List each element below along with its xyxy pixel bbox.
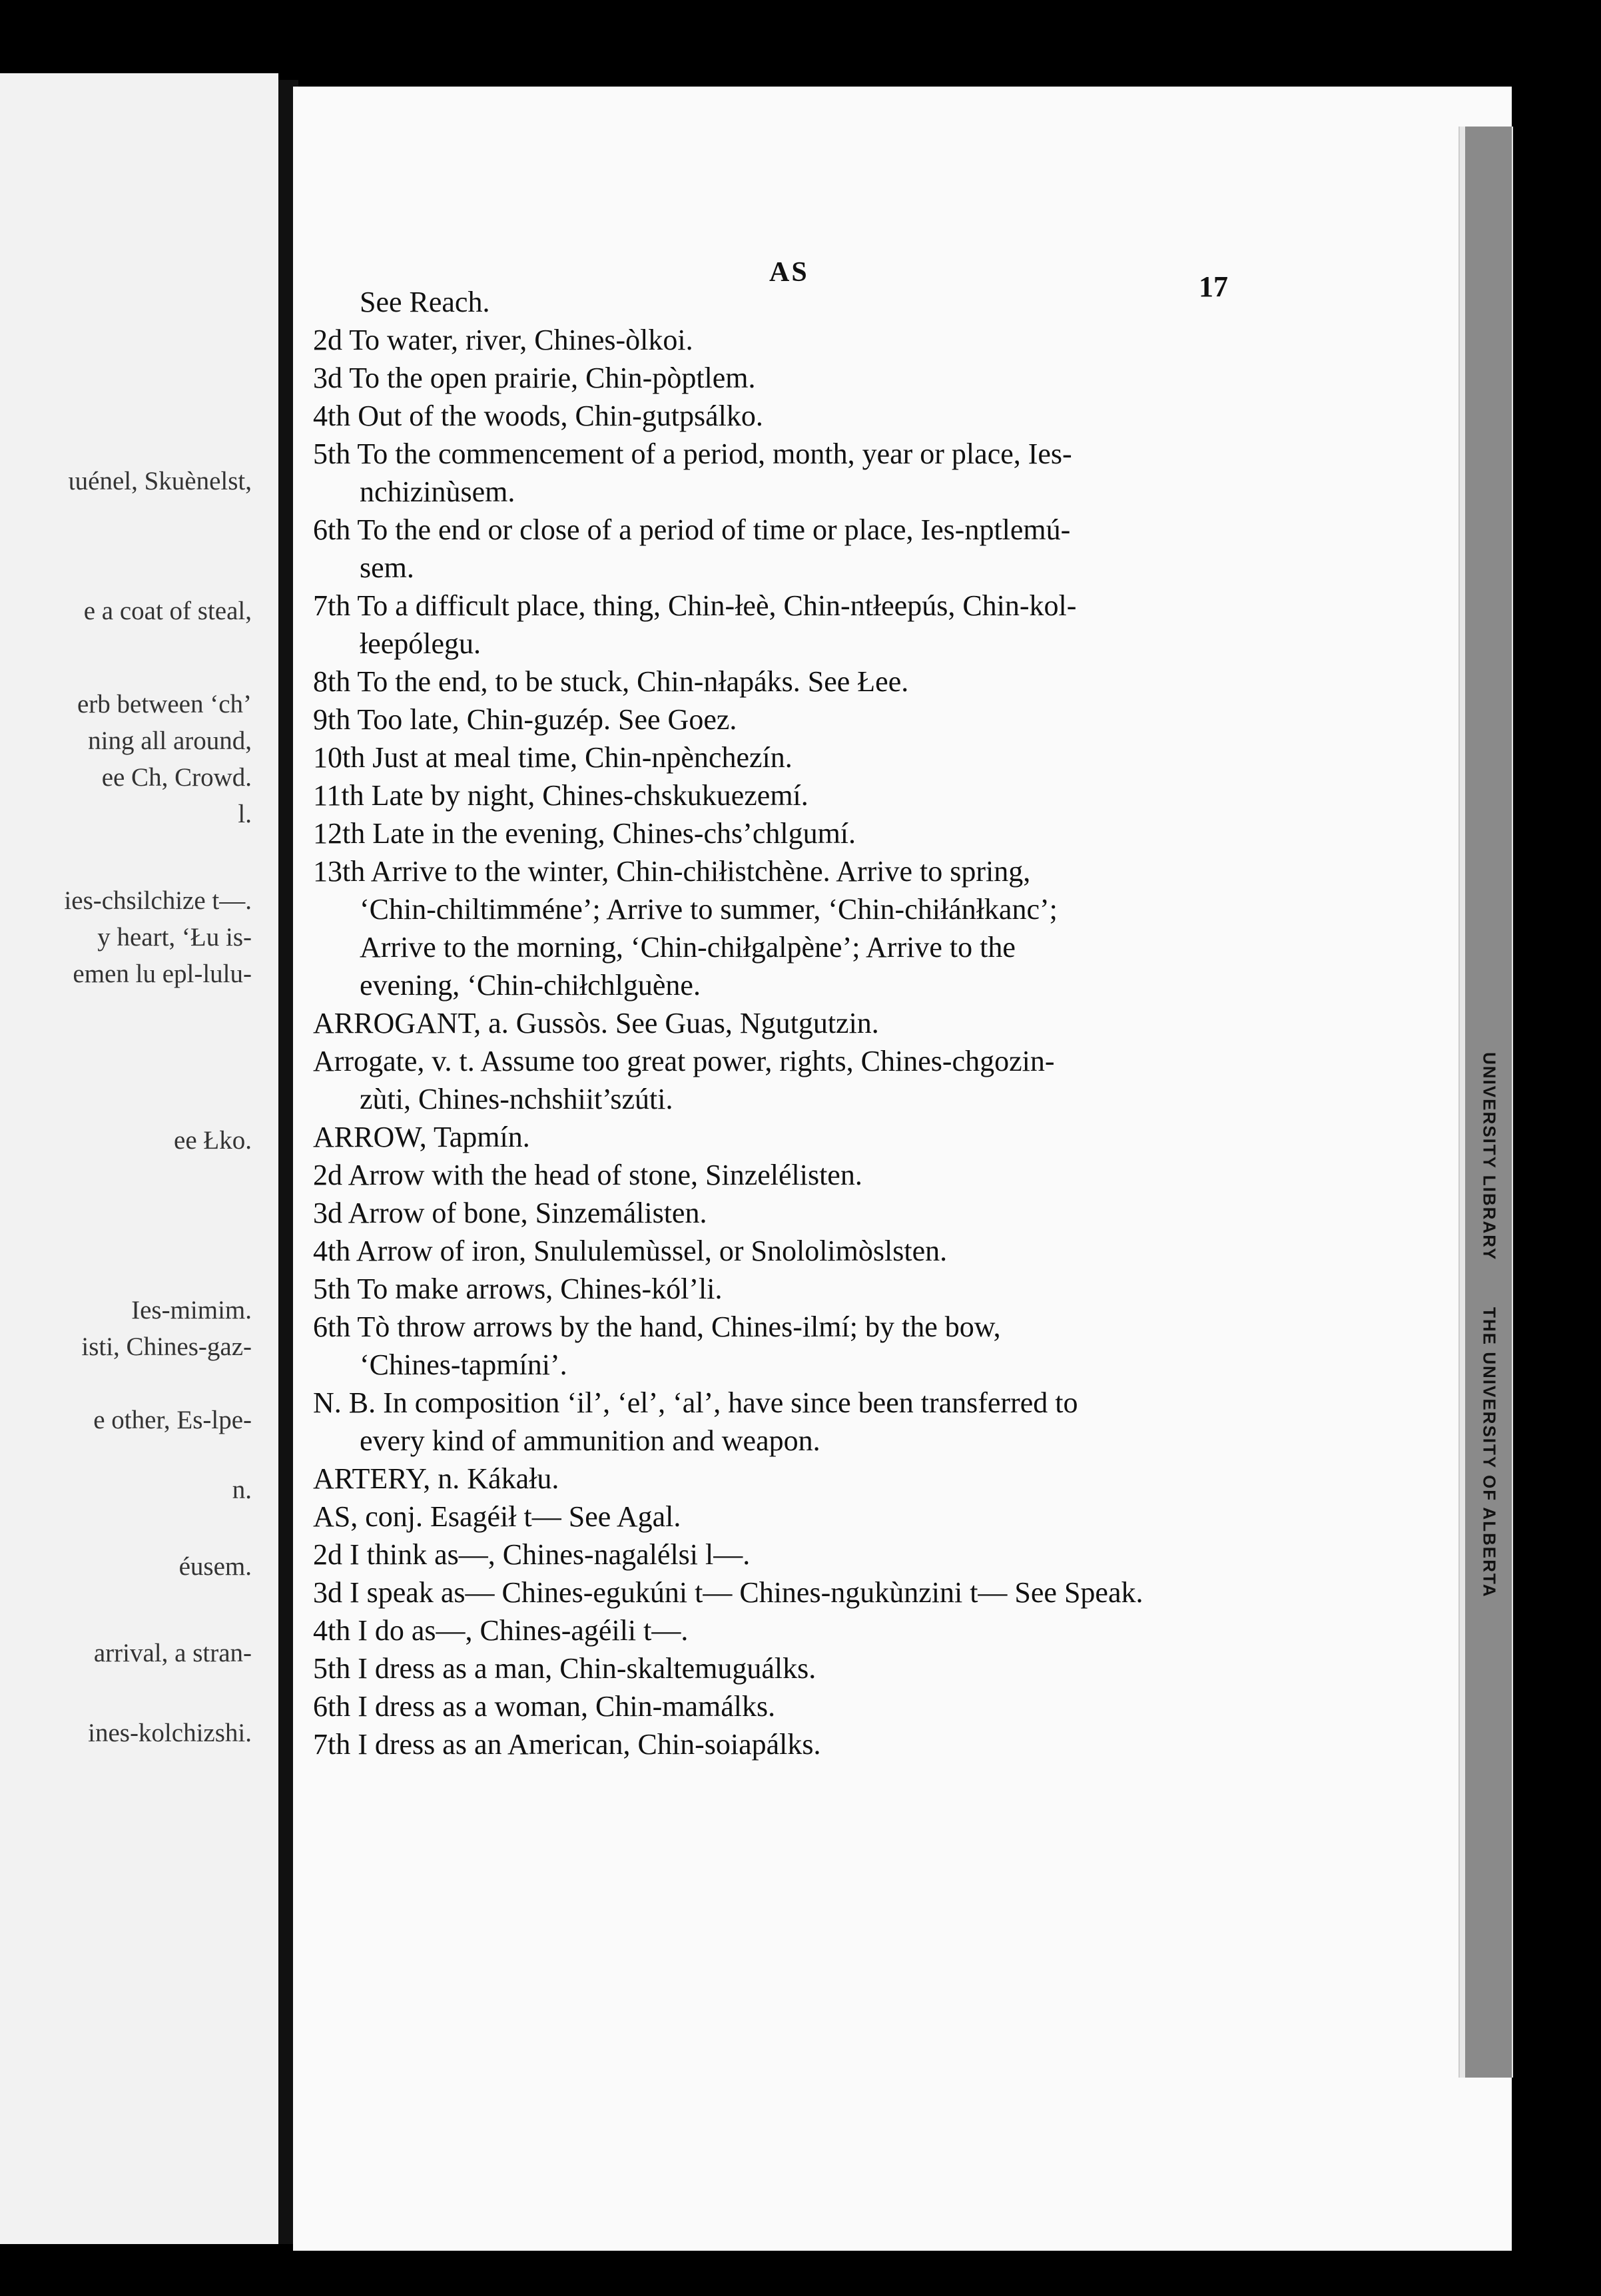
dictionary-entry-line: łeepólegu. [360,627,481,660]
dictionary-entry-line: 5th To the commencement of a period, month, year or place, Ies- [313,437,1072,470]
dictionary-entry-line: 2d To water, river, Chines-òlkoi. [313,324,693,356]
dictionary-entry-line: 6th Tò throw arrows by the hand, Chines-ilmí; by the bow, [313,1310,1001,1343]
left-page-fragment: erb between ‘ch’ [77,690,252,718]
dictionary-entry-line: 6th I dress as a woman, Chin-mamálks. [313,1690,776,1723]
dictionary-entry-line: 13th Arrive to the winter, Chin-chiłistchène. Arrive to spring, [313,855,1031,888]
dictionary-entry-line: 2d I think as—, Chines-nagalélsi l—. [313,1538,751,1571]
dictionary-entry-line: Arrogate, v. t. Assume too great power, rights, Chines-chgozin- [313,1045,1055,1077]
dictionary-entry-line: 12th Late in the evening, Chines-chs’chlgumí. [313,817,856,850]
left-page [0,73,278,2244]
dictionary-entry-line: evening, ‘Chin-chiłchlguène. [360,969,701,1002]
dictionary-entry-line: 6th To the end or close of a period of time or place, Ies-nptlemú- [313,513,1071,546]
left-page-fragment: y heart, ‘Łu is- [97,923,252,952]
left-page-fragment: emen lu epl-lulu- [73,960,252,988]
dictionary-entry-line: 4th Out of the woods, Chin-gutpsálko. [313,400,763,432]
stamp-line-1: UNIVERSITY LIBRARY [1479,1052,1500,1261]
dictionary-entry-line: 8th To the end, to be stuck, Chin-nłapáks. See Łee. [313,665,909,698]
left-page-fragment: Ies-mimim. [131,1296,252,1324]
left-page-fragment: ιuénel, Skuènelst, [68,467,252,495]
dictionary-entry-line: 3d Arrow of bone, Sinzemálisten. [313,1197,707,1229]
dictionary-entry-line: 5th I dress as a man, Chin-skaltemuguálks. [313,1652,816,1685]
dictionary-entry-line: 5th To make arrows, Chines-kól’li. [313,1273,723,1305]
left-page-fragment: n. [232,1476,252,1504]
dictionary-entry-line: ARROGANT, a. Gussòs. See Guas, Ngutgutzin. [313,1007,879,1039]
left-page-fragment: isti, Chines-gaz- [81,1332,252,1361]
dictionary-entry-line: 2d Arrow with the head of stone, Sinzelélisten. [313,1159,862,1191]
dictionary-entry-line: 11th Late by night, Chines-chskukuezemí. [313,779,808,812]
dictionary-entry-line: 10th Just at meal time, Chin-npènchezín. [313,741,793,774]
dictionary-entry-line: 4th Arrow of iron, Snululemùssel, or Snololimòslsten. [313,1235,948,1267]
running-header: AS [769,257,809,288]
left-page-fragment: l. [238,800,252,828]
dictionary-entry-line: See Reach. [360,286,490,318]
dictionary-entry-line: 3d To the open prairie, Chin-pòptlem. [313,362,756,394]
dictionary-entries [313,283,1265,1763]
dictionary-entry-line: ‘Chines-tapmíni’. [360,1348,567,1381]
dictionary-entry-line: ‘Chin-chiltimméne’; Arrive to summer, ‘Chin-chiłánłkanc’; [360,893,1058,926]
dictionary-entry-line: N. B. In composition ‘il’, ‘el’, ‘al’, have since been transferred to [313,1386,1078,1419]
left-page-fragment: ee Ch, Crowd. [101,763,252,792]
dictionary-entry-line: 7th To a difficult place, thing, Chin-łeè, Chin-ntłeepús, Chin-kol- [313,589,1077,622]
page-number: 17 [1199,270,1228,303]
dictionary-entry-line: sem. [360,551,414,584]
dictionary-entry-line: 3d I speak as— Chines-egukúni t— Chines-ngukùnzini t— See Speak. [313,1576,1143,1609]
left-page-fragment: ines-kolchizshi. [88,1719,252,1747]
dictionary-entry-line: 4th I do as—, Chines-agéili t—. [313,1614,689,1647]
dictionary-entry-line: 9th Too late, Chin-guzép. See Goez. [313,703,737,736]
dictionary-entry-line: ARROW, Tapmín. [313,1121,530,1153]
library-stamp [1473,1052,1505,1598]
left-page-fragment: ies-chsilchize t—. [64,886,252,915]
dictionary-entry-line: AS, conj. Esagéił t— See Agal. [313,1500,681,1533]
left-page-fragment: e a coat of steal, [83,597,252,625]
left-page-fragment: éusem. [178,1552,252,1581]
left-page-fragment: arrival, a stran- [93,1639,252,1667]
dictionary-entry-line: Arrive to the morning, ‘Chin-chiłgalpène’; Arrive to the [360,931,1016,964]
left-page-fragment: ee Łko. [174,1126,252,1155]
dictionary-entry-line: every kind of ammunition and weapon. [360,1424,820,1457]
dictionary-entry-line: ARTERY, n. Kákału. [313,1462,559,1495]
stamp-line-2: THE UNIVERSITY OF ALBERTA [1479,1307,1500,1598]
left-page-fragment: e other, Es-lpe- [93,1406,252,1434]
left-page-fragment: ning all around, [88,726,252,755]
dictionary-entry-line: zùti, Chines-nchshiit’szúti. [360,1083,673,1115]
dictionary-entry-line: nchizinùsem. [360,475,515,508]
dictionary-entry-line: 7th I dress as an American, Chin-soiapálks. [313,1728,821,1761]
